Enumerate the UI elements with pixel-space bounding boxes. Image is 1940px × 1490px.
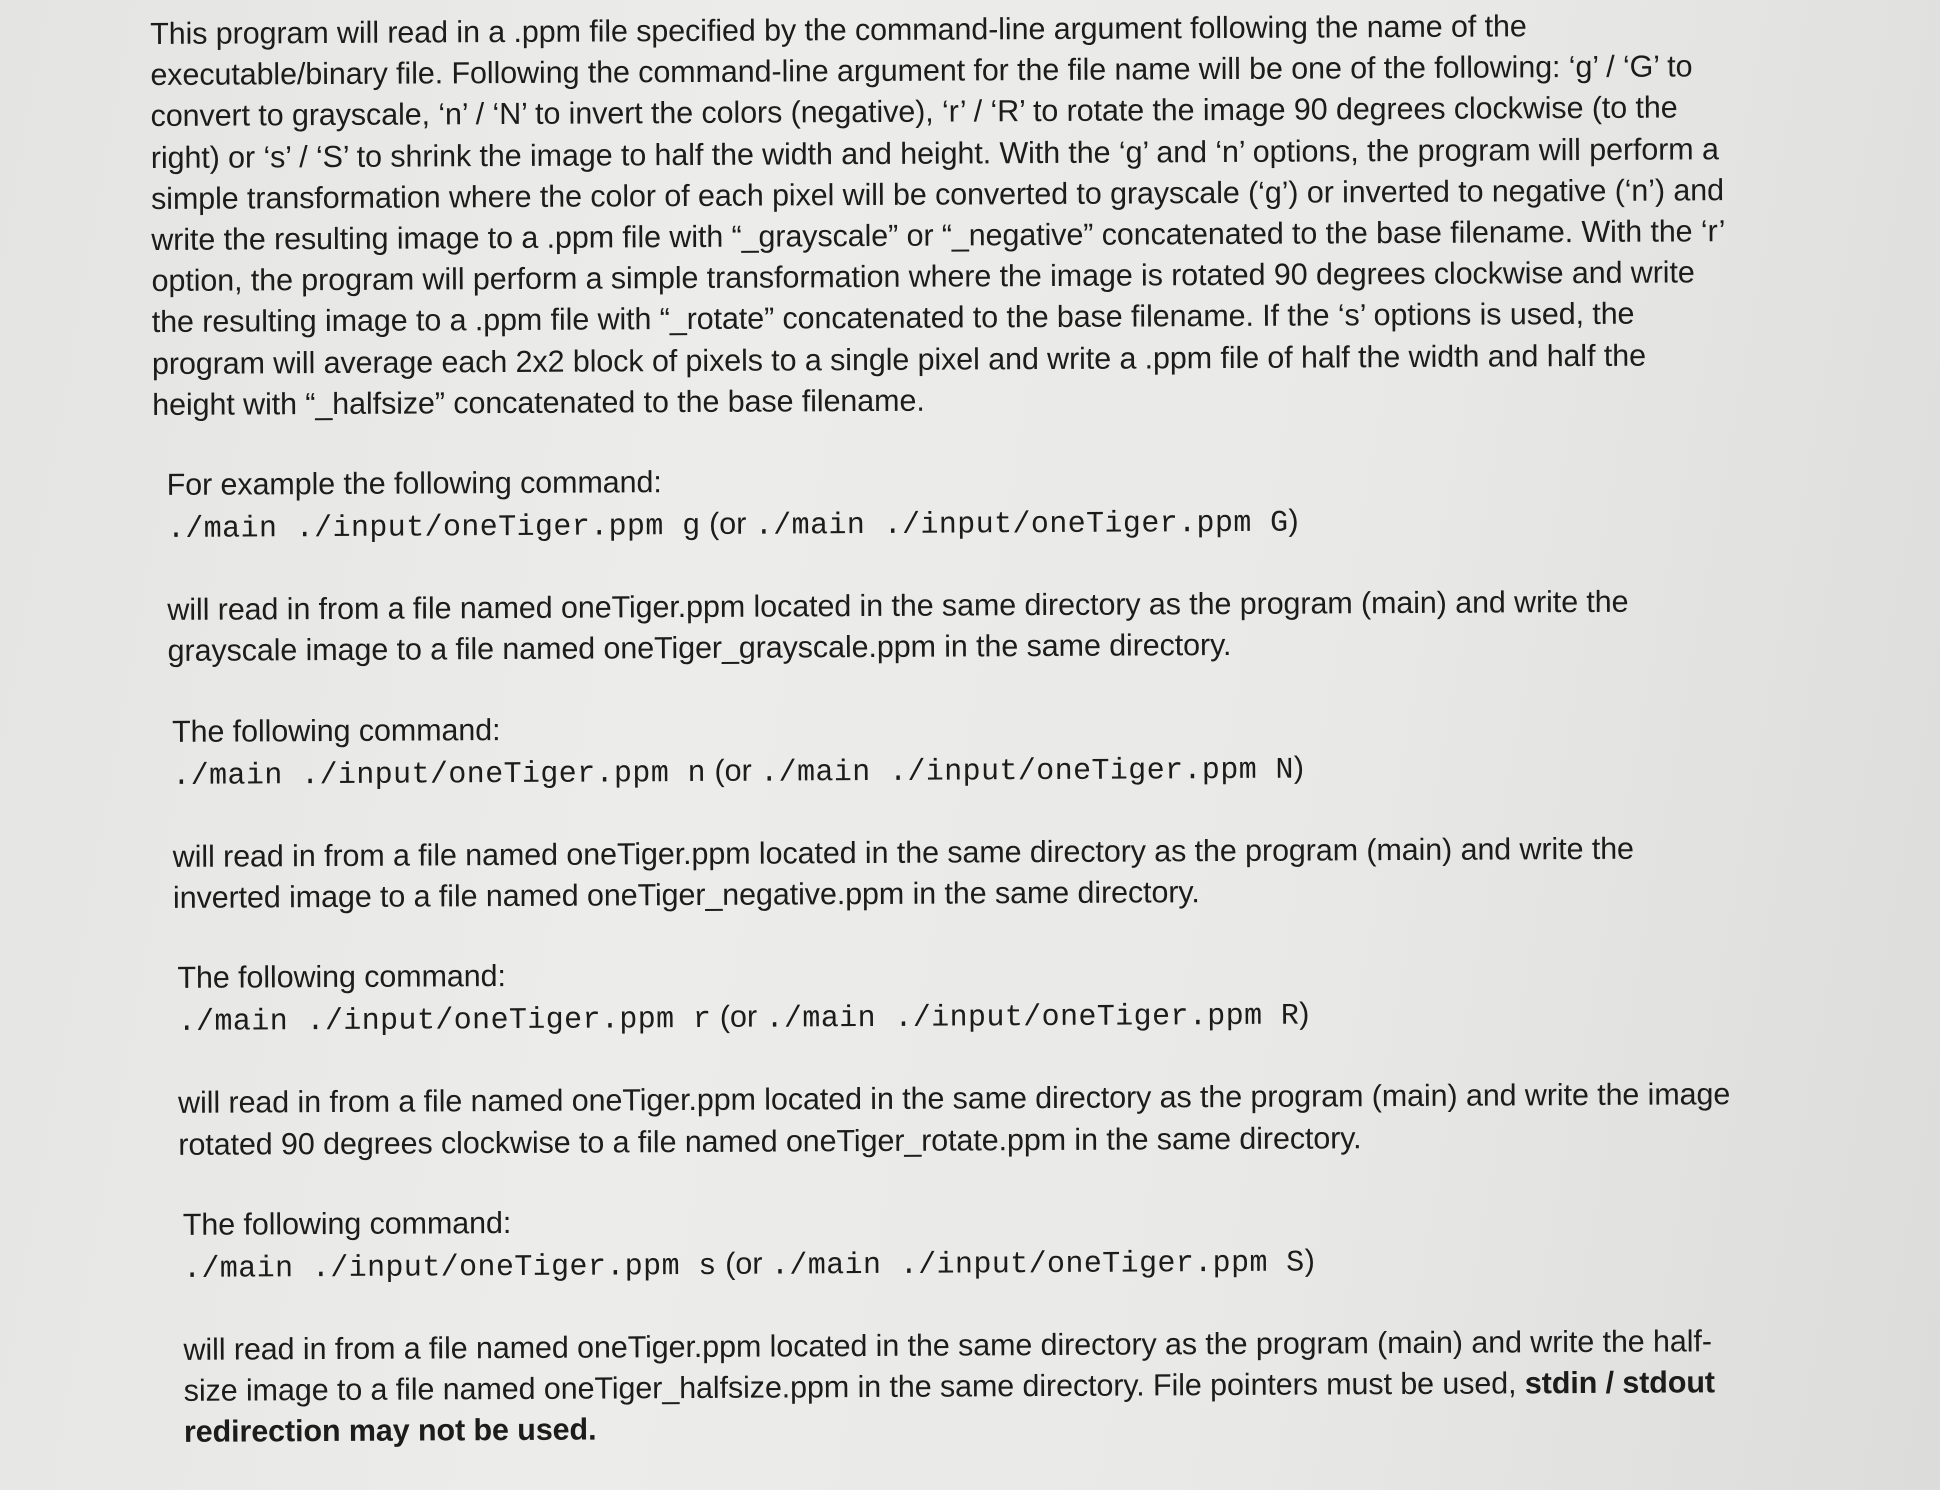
example-negative: [172, 703, 1735, 919]
command-alt-open: (or: [711, 1000, 766, 1035]
example-heading: The following command:: [177, 959, 506, 996]
example-description: [183, 1321, 1738, 1453]
command-alt-close: ): [1299, 996, 1310, 1032]
command-alt-open: (or: [700, 506, 755, 542]
example-description: will read in from a file named oneTiger.ppm located in the same directory as the program (main) and write the inverted image to a file named oneTiger_negative.ppm in the same directory.: [172, 831, 1634, 915]
command-alt-open: (or: [716, 1246, 772, 1281]
command-line: [172, 744, 1734, 798]
example-heading: For example the following command:: [166, 465, 662, 502]
example-halfsize: [183, 1196, 1738, 1453]
example-heading: The following command:: [182, 1205, 512, 1242]
command-line: [167, 497, 1733, 551]
command-line: [183, 1237, 1737, 1291]
command-alt-code: ./main ./input/oneTiger.ppm N: [760, 753, 1294, 791]
command-code: ./main ./input/oneTiger.ppm r: [177, 1003, 712, 1041]
description-text: will read in from a file named oneTiger.ppm located in the same directory as the program (main) and write the half-size image to a file named oneTiger_halfsize.ppm in the same directory. File pointers must be used,: [183, 1324, 1712, 1409]
command-code: ./main ./input/oneTiger.ppm s: [182, 1249, 717, 1287]
command-alt-open: (or: [705, 753, 761, 788]
command-alt-code: ./main ./input/oneTiger.ppm S: [770, 1246, 1305, 1284]
command-alt-close: ): [1304, 1243, 1315, 1278]
command-code: ./main ./input/oneTiger.ppm n: [172, 756, 707, 794]
command-alt-code: ./main ./input/oneTiger.ppm R: [765, 1000, 1300, 1038]
command-alt-close: ): [1288, 503, 1299, 538]
command-code: ./main ./input/oneTiger.ppm g: [166, 510, 701, 548]
example-grayscale: [167, 456, 1734, 672]
example-heading: The following command:: [171, 712, 501, 749]
command-alt-close: ): [1293, 750, 1305, 785]
document-page: [150, 0, 1738, 1454]
command-alt-code: ./main ./input/oneTiger.ppm G: [754, 506, 1289, 544]
intro-paragraph: This program will read in a .ppm file specified by the command-line argument following the name of the executable/binary file. Following the command-line argument for the file name will be one of the following: ‘g’ / ‘G’ to convert to grayscale, ‘n’ / ‘N’ to invert the colors (negative), ‘r’ / ‘R’ to rotate the image 90 degrees clockwise (to the right) or ‘s’ / ‘S’ to shrink the image to half the width and height. With the ‘g’ and ‘n’ options, the program will perform a simple transformation where the color of each pixel will be converted to grayscale (‘g’) or inverted to negative (‘n’) and write the resulting image to a .ppm file with “_grayscale” or “_negative” concatenated to the base filename. With the ‘r’ option, the program will perform a simple transformation where the image is rotated 90 degrees clockwise and write the resulting image to a .ppm file with “_rotate” concatenated to the base filename. If the ‘s’ options is used, the program will average each 2x2 block of pixels to a single pixel and write a .ppm file of half the width and half the height with “_halfsize” concatenated to the base filename.: [150, 9, 1725, 422]
redirection-warning: stdin / stdout redirection may not be used.: [183, 1365, 1715, 1450]
example-description: will read in from a file named oneTiger.ppm located in the same directory as the program (main) and write the grayscale image to a file named oneTiger_grayscale.ppm in the same directory.: [167, 584, 1629, 669]
example-description: will read in from a file named oneTiger.ppm located in the same directory as the program (main) and write the image rotated 90 degrees clockwise to a file named oneTiger_rotate.ppm in the same directory.: [178, 1077, 1731, 1162]
example-rotate: [177, 949, 1736, 1165]
command-line: [178, 991, 1736, 1045]
